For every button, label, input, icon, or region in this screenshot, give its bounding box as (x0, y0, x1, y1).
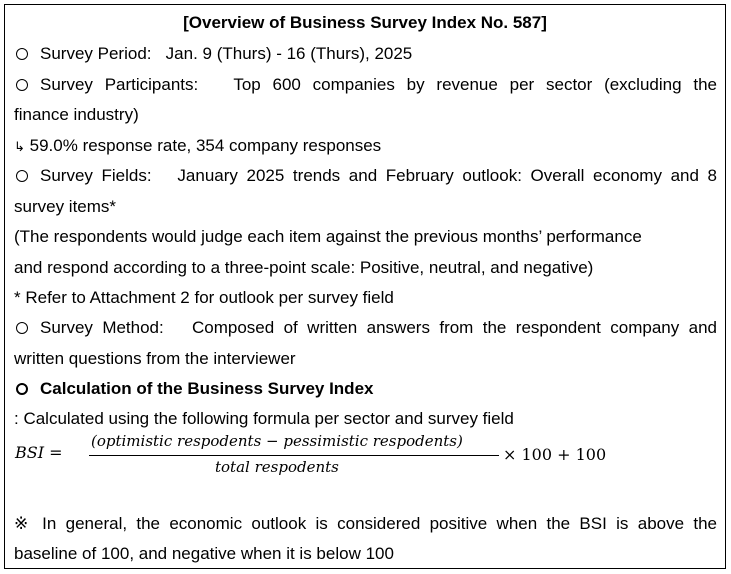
scale-note-line-1: (The respondents would judge each item against the previous months’ performance (14, 227, 642, 246)
survey-participants-row (14, 72, 717, 98)
return-arrow-icon: ↳ (14, 140, 25, 155)
survey-fields-value: January 2025 trends and February outlook: Overall economy and 8 (177, 166, 718, 185)
survey-period-value: Jan. 9 (Thurs) - 16 (Thurs), 2025 (165, 44, 413, 63)
survey-method-continuation: written questions from the interviewer (14, 349, 296, 368)
formula-denominator: total respodents (215, 458, 339, 476)
footer-note-line-2: baseline of 100, and negative when it is below 100 (14, 544, 394, 563)
survey-fields-continuation: survey items* (14, 197, 117, 216)
survey-period-row (14, 41, 717, 67)
survey-period-label: Survey Period: (40, 44, 152, 63)
response-rate-text: 59.0% response rate, 354 company responses (29, 136, 382, 155)
circle-bullet-icon (16, 170, 28, 182)
document-title: [Overview of Business Survey Index No. 587] (183, 13, 547, 32)
survey-method-value: Composed of written answers from the respondent company and (191, 318, 718, 337)
calculation-heading-row (14, 376, 717, 402)
scale-note-line-2: and respond according to a three-point scale: Positive, neutral, and negative) (14, 258, 594, 277)
calculation-heading: Calculation of the Business Survey Index (40, 379, 374, 398)
survey-overview-box (4, 4, 726, 569)
survey-fields-row (14, 163, 717, 189)
survey-participants-continuation: finance industry) (14, 105, 139, 124)
footer-note-line-1: ※ In general, the economic outlook is considered positive when the BSI is above the (14, 514, 717, 533)
formula-lhs: BSI = (15, 443, 63, 462)
survey-participants-label: Survey Participants: (40, 75, 199, 94)
circle-bullet-icon (16, 322, 28, 334)
survey-method-label: Survey Method: (40, 318, 164, 337)
response-rate-row (14, 133, 717, 159)
fraction-bar (89, 455, 499, 456)
circle-bullet-icon (16, 48, 28, 60)
bsi-formula (15, 429, 615, 479)
survey-method-row (14, 315, 717, 341)
survey-participants-value: Top 600 companies by revenue per sector (excluding the (233, 75, 717, 94)
attachment-note: * Refer to Attachment 2 for outlook per survey field (14, 288, 394, 307)
formula-rhs: × 100 + 100 (503, 445, 607, 464)
circle-bullet-icon (16, 383, 28, 395)
calculation-description: : Calculated using the following formula per sector and survey field (14, 409, 514, 428)
survey-fields-label: Survey Fields: (40, 166, 152, 185)
formula-numerator: (optimistic respodents − pessimistic respodents) (91, 432, 463, 450)
circle-bullet-icon (16, 79, 28, 91)
